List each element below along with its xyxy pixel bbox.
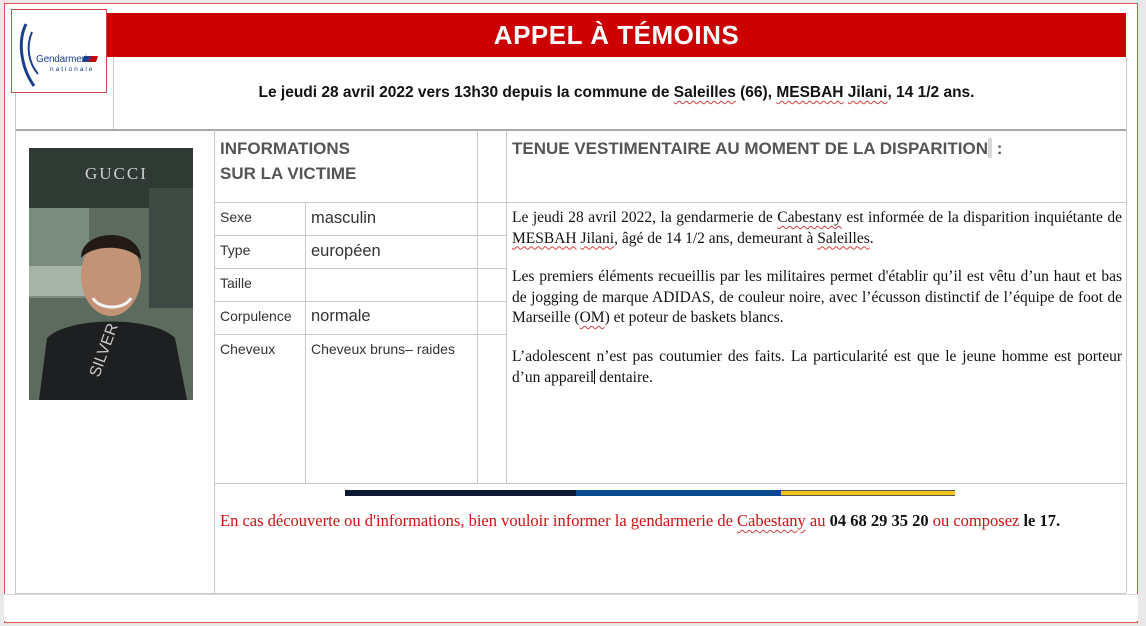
summary-firstname: Jilani (847, 84, 888, 101)
info-table-bottom-rule (214, 483, 1126, 484)
disappearance-summary (107, 84, 1126, 102)
paragraph-text: est informée de la disparition inquiétante de (841, 209, 1122, 226)
clothing-heading (512, 136, 1002, 161)
clothing-heading-text: TENUE VESTIMENTAIRE AU MOMENT DE LA DISPARITION (512, 139, 989, 158)
victim-info-heading-line2: SUR LA VICTIME (220, 164, 357, 183)
paragraph-town: Saleilles (817, 229, 870, 247)
contact-text: En cas découverte ou d'informations, bien vouloir informer la gendarmerie de (220, 511, 738, 530)
victim-info-heading-line1: INFORMATIONS (220, 139, 351, 158)
paragraph-text: L’adolescent n’est pas coutumier des faits. La particularité est que le jeune homme est porteur d’un appareil (512, 348, 1122, 386)
summary-text: , 14 1/2 ans. (887, 84, 975, 101)
info-label-corpulence: Corpulence (220, 308, 292, 324)
summary-town: Saleilles (673, 84, 736, 101)
info-row-rule-4 (214, 334, 506, 335)
header-bottom-rule (15, 129, 1126, 131)
summary-surname: MESBAH (776, 84, 844, 101)
contact-instructions (220, 510, 1122, 532)
info-value-cheveux: Cheveux bruns– raides (311, 341, 455, 357)
clothing-paragraph-2 (512, 267, 1122, 329)
paragraph-firstname: Jilani (580, 229, 615, 247)
info-row-rule-1 (214, 235, 506, 236)
paragraph-text: . (869, 229, 874, 247)
gendarmerie-logo (11, 9, 107, 93)
logo-text-nationale: nationale (50, 66, 95, 73)
info-value-corpulence: normale (311, 307, 371, 325)
page-title: APPEL À TÉMOINS (107, 13, 1126, 57)
info-value-sexe: masculin (311, 209, 377, 227)
info-value-type: européen (311, 242, 381, 260)
page-right-border (1126, 57, 1127, 593)
paragraph-town: Cabestany (777, 209, 842, 226)
flag-bar-blue (576, 490, 781, 496)
info-label-cheveux: Cheveux (220, 341, 276, 357)
paragraph-text: , âgé de 14 1/2 ans, demeurant à (614, 229, 818, 247)
next-page-edge (4, 594, 1138, 621)
info-table-top-rule (214, 202, 1126, 203)
contact-text-bold: le (1023, 511, 1036, 530)
clothing-paragraph-3 (512, 347, 1122, 388)
flag-bar-dark (345, 490, 576, 496)
summary-text: Le jeudi 28 avril 2022 vers 13h30 depuis la commune de (258, 84, 674, 101)
info-label-sexe: Sexe (220, 209, 252, 225)
flag-bar-yellow (781, 490, 955, 496)
paragraph-text: Le jeudi 28 avril 2022, la gendarmerie de (512, 209, 778, 226)
info-column-left-border (214, 130, 215, 593)
info-column-right-border (477, 130, 478, 483)
paragraph-text: Les premiers éléments recueillis par les militaires permet d'établir qu’il est vêtu d’un haut et bas de jogging de marque ADIDAS, de couleur noire, avec l’écusson distinctif de l’équipe de foot de Marseille ( (512, 268, 1122, 326)
summary-text: (66), (735, 84, 777, 101)
logo-text-gendarmerie: Gendarmerie (36, 54, 93, 65)
clothing-column-left-border (506, 130, 507, 483)
contact-town: Cabestany (737, 511, 806, 530)
info-label-taille: Taille (220, 275, 252, 291)
contact-emergency-number: 17. (1039, 511, 1061, 530)
info-label-type: Type (220, 242, 251, 258)
photo-store-sign: GUCCI (85, 164, 148, 183)
paragraph-text: dentaire. (595, 368, 653, 386)
gendarmerie-flame-icon (12, 10, 106, 92)
contact-text: ou composez (928, 511, 1024, 530)
contact-phone-number: 04 68 29 35 20 (829, 511, 929, 530)
info-row-rule-3 (214, 301, 506, 302)
left-column-border (15, 93, 16, 593)
victim-info-heading (220, 136, 356, 186)
victim-photo-image (29, 148, 193, 400)
info-row-rule-2 (214, 268, 506, 269)
clothing-paragraph-1 (512, 208, 1122, 249)
paragraph-text: ) et poteur de baskets blancs. (604, 309, 784, 326)
paragraph-surname: MESBAH (512, 229, 577, 247)
clothing-heading-suffix: : (992, 139, 1003, 158)
info-value-divider (305, 202, 306, 483)
victim-photo (29, 148, 193, 400)
paragraph-team-abbrev: OM (579, 309, 605, 326)
contact-text: au (805, 511, 830, 530)
svg-text:SILVER: SILVER (86, 321, 122, 380)
